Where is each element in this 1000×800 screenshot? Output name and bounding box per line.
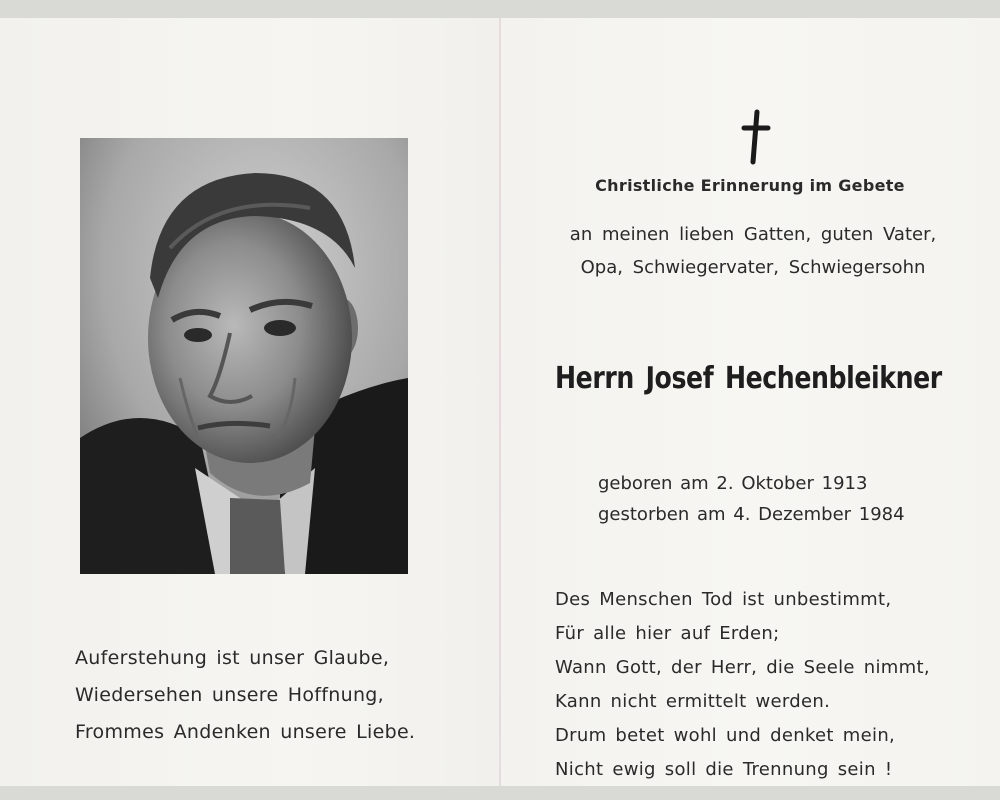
verse-line: Drum betet wohl und denket mein,: [555, 725, 896, 746]
verse-line: Des Menschen Tod ist unbestimmt,: [555, 589, 892, 610]
verse-line: Wann Gott, der Herr, die Seele nimmt,: [555, 657, 930, 678]
cross-icon: [736, 106, 776, 166]
portrait-photo: [80, 138, 408, 574]
birth-date: geboren am 2. Oktober 1913: [598, 473, 868, 494]
life-dates: [598, 468, 905, 530]
portrait-image: [80, 138, 408, 574]
verse-line: Wiedersehen unsere Hoffnung,: [75, 684, 385, 706]
death-date: gestorben am 4. Dezember 1984: [598, 504, 905, 525]
deceased-name: Herrn Josef Hechenbleikner: [555, 361, 942, 396]
verse-line: Auferstehung ist unser Glaube,: [75, 647, 390, 669]
card-fold: [499, 18, 501, 786]
left-verse: [75, 640, 415, 751]
verse-line: Frommes Andenken unsere Liebe.: [75, 721, 416, 743]
dedication-line: Opa, Schwiegervater, Schwiegersohn: [580, 257, 926, 278]
dedication-line: an meinen lieben Gatten, guten Vater,: [569, 224, 937, 245]
memorial-heading: Christliche Erinnerung im Gebete: [595, 176, 905, 195]
verse-line: Für alle hier auf Erden;: [555, 623, 780, 644]
right-verse: [555, 583, 930, 787]
dedication: [548, 218, 958, 284]
verse-line: Nicht ewig soll die Trennung sein !: [555, 759, 893, 780]
memorial-card: [0, 18, 1000, 786]
verse-line: Kann nicht ermittelt werden.: [555, 691, 831, 712]
